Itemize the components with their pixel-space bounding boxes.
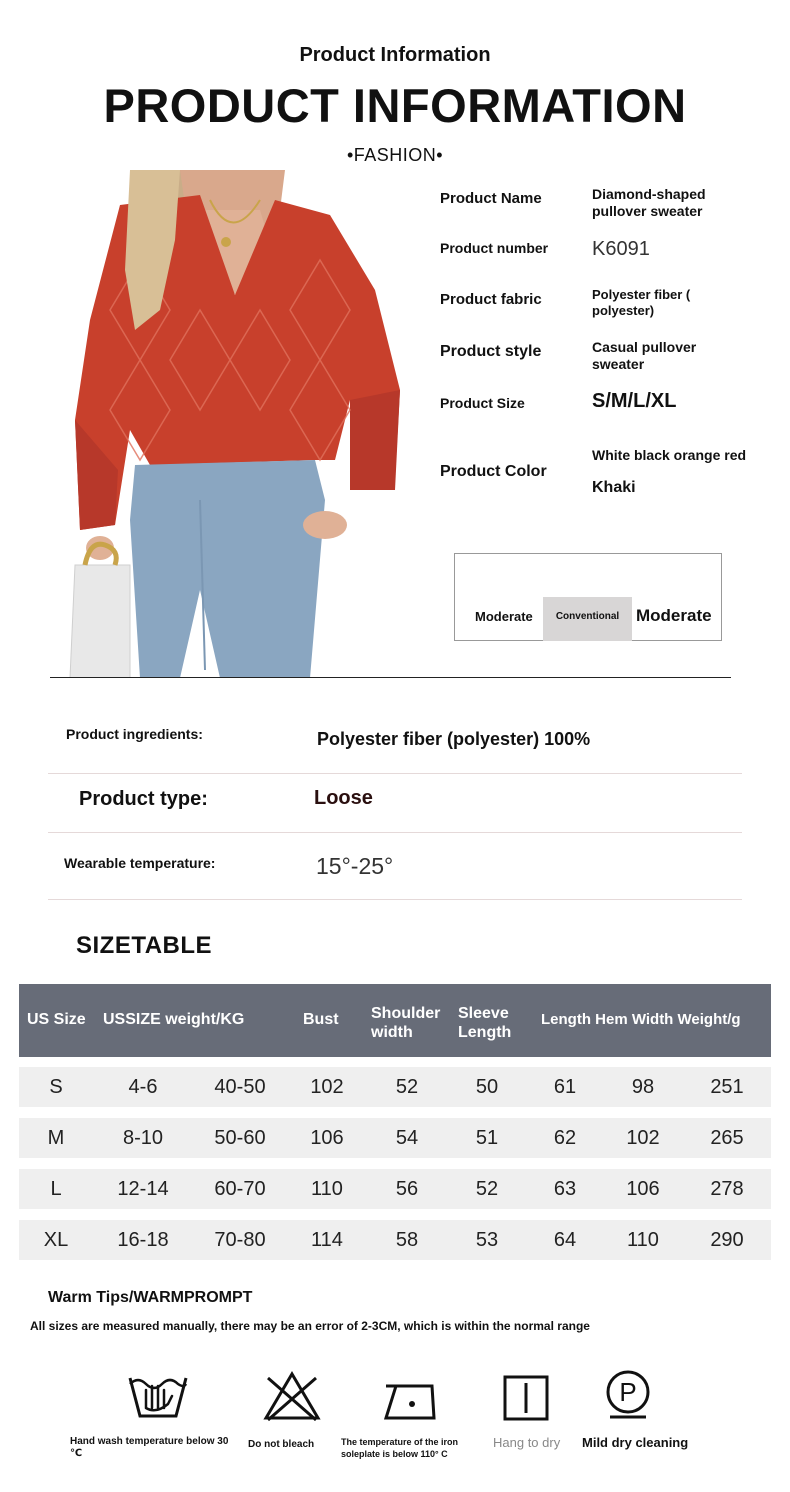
care-label-hang-dry: Hang to dry [493, 1435, 561, 1450]
cell-weight-kg: 40-50 [214, 1076, 266, 1098]
fit-scale-middle: Conventional [543, 597, 632, 641]
product-size-value: S/M/L/XL [592, 390, 677, 412]
product-color-value: White black orange red [592, 447, 747, 463]
care-label-no-bleach: Do not bleach [248, 1439, 315, 1450]
product-fabric-value: Polyester fiber ( polyester) [592, 287, 691, 318]
tips-title: Warm Tips/WARMPROMPT [48, 1289, 253, 1306]
cell-weight-g: 278 [710, 1178, 744, 1200]
page-subtitle: Product Information [299, 44, 491, 66]
cell-weight-kg: 70-80 [214, 1229, 266, 1251]
header-shoulder-2: width [371, 1024, 413, 1041]
size-row-m [19, 1118, 771, 1158]
attribute-divider [48, 832, 742, 833]
product-color-label: Product Color [440, 463, 547, 480]
page-title: PRODUCT INFORMATION [103, 79, 687, 132]
cell-us-size-range: 12-14 [117, 1178, 169, 1200]
cell-bust: 106 [310, 1127, 344, 1149]
product-number-label: Product number [440, 240, 549, 256]
cell-weight-g: 290 [710, 1229, 744, 1251]
temperature-label: Wearable temperature: [64, 855, 216, 871]
cell-bust: 114 [311, 1229, 343, 1251]
cell-shoulder: 54 [395, 1127, 419, 1149]
cell-shoulder: 58 [395, 1229, 419, 1251]
attribute-divider [48, 773, 742, 774]
size-row-s [19, 1067, 771, 1107]
size-row-l [19, 1169, 771, 1209]
tips-text: All sizes are measured manually, there may be an error of 2-3CM, which is within the normal range [30, 1319, 590, 1333]
model-photo [60, 170, 420, 678]
header-sleeve-2: Length [458, 1024, 512, 1041]
header-length-hem-weight: Length Hem Width Weight/g [541, 1011, 741, 1028]
cell-sleeve: 53 [475, 1229, 499, 1251]
product-name-label: Product Name [440, 190, 542, 207]
cell-weight-kg: 60-70 [214, 1178, 266, 1200]
cell-length: 63 [553, 1178, 577, 1200]
cell-size: M [47, 1127, 65, 1149]
cell-weight-g: 251 [710, 1076, 744, 1098]
do-not-bleach-icon [262, 1370, 322, 1422]
care-label-dry-clean: Mild dry cleaning [582, 1435, 689, 1450]
cell-weight-g: 265 [710, 1127, 744, 1149]
cell-bust: 102 [310, 1076, 344, 1098]
care-label-iron: The temperature of the iron soleplate is below 110° C [341, 1437, 459, 1459]
attribute-divider [48, 899, 742, 900]
header-sleeve-1: Sleeve [458, 1005, 509, 1022]
dry-clean-p-icon [604, 1370, 652, 1420]
product-fabric-label: Product fabric [440, 291, 542, 308]
header-shoulder-1: Shoulder [371, 1005, 441, 1022]
cell-size: L [50, 1178, 62, 1200]
ingredients-label: Product ingredients: [66, 726, 203, 742]
ingredients-value: Polyester fiber (polyester) 100% [317, 729, 591, 749]
product-type-label: Product type: [79, 788, 208, 810]
cell-sleeve: 50 [475, 1076, 499, 1098]
fit-scale-right: Moderate [636, 606, 712, 625]
cell-sleeve: 51 [475, 1127, 499, 1149]
care-label-hand-wash: Hand wash temperature below 30 ℃ [70, 1436, 229, 1459]
fit-scale-left: Moderate [475, 609, 533, 624]
product-name-value: Diamond-shaped pullover sweater [592, 186, 706, 219]
cell-us-size-range: 8-10 [122, 1127, 164, 1149]
cell-shoulder: 52 [395, 1076, 419, 1098]
section-divider [50, 677, 731, 678]
cell-us-size-range: 4-6 [128, 1076, 158, 1098]
cell-bust: 110 [311, 1178, 343, 1200]
cell-hem-width: 98 [631, 1076, 655, 1098]
cell-shoulder: 56 [395, 1178, 419, 1200]
hand-wash-icon [126, 1370, 190, 1422]
cell-hem-width: 110 [627, 1229, 659, 1251]
cell-length: 64 [553, 1229, 577, 1251]
header-bust: Bust [303, 1011, 339, 1028]
svg-text:P: P [619, 1377, 637, 1407]
temperature-value: 15°-25° [316, 853, 394, 879]
product-size-label: Product Size [440, 395, 525, 411]
size-table-header [19, 984, 771, 1057]
cell-hem-width: 106 [626, 1178, 660, 1200]
size-row-xl [19, 1220, 771, 1260]
cell-us-size-range: 16-18 [117, 1229, 169, 1251]
size-table-title: SIZETABLE [76, 932, 213, 959]
iron-low-icon [382, 1374, 438, 1422]
cell-size: XL [43, 1229, 69, 1251]
cell-hem-width: 102 [626, 1127, 660, 1149]
product-style-label: Product style [440, 343, 542, 360]
cell-weight-kg: 50-60 [214, 1127, 266, 1149]
product-number-value: K6091 [592, 238, 650, 260]
product-color-value-2: Khaki [592, 479, 636, 496]
tagline: •FASHION• [346, 145, 444, 165]
cell-length: 62 [553, 1127, 577, 1149]
product-type-value: Loose [314, 787, 373, 809]
hang-dry-icon [502, 1374, 550, 1422]
product-style-value: Casual pullover sweater [592, 339, 697, 372]
cell-length: 61 [553, 1076, 577, 1098]
cell-size: S [49, 1076, 63, 1098]
header-ussize-weight: USSIZE weight/KG [103, 1011, 245, 1028]
header-us-size: US Size [27, 1011, 86, 1028]
cell-sleeve: 52 [475, 1178, 499, 1200]
